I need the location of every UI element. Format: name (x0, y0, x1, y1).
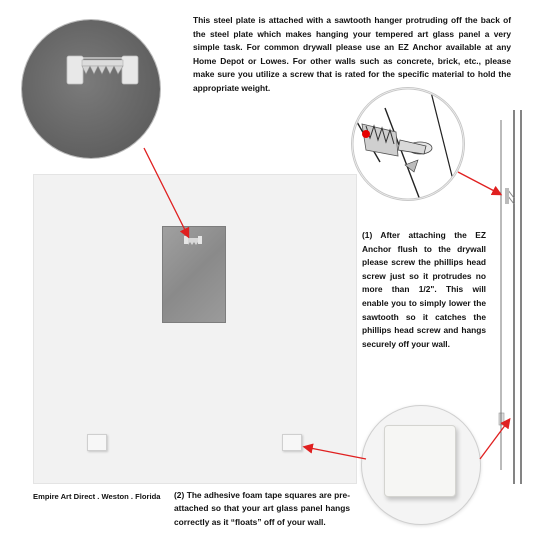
plate-hanger (184, 236, 202, 245)
anchor-screw-icon (342, 88, 458, 200)
step-1-instructions: (1) After attaching the EZ Anchor flush to the drywall please screw the phillips head screw just so it protrudes no more than 1/2". This will enable you to simply lower the sawtooth so it catches the phillips head screw and hangs securely off your wall. (362, 230, 486, 349)
wall-cross-section (499, 110, 521, 484)
hanger-description: This steel plate is attached with a sawtooth hanger protruding off the back of the steel plate which makes hanging your tempered art glass panel a very simple task. For common drywall please use an EZ Anchor available at any Home Depot or Lowes. For other walls such as concrete, brick, etc., please make sure you utilize a screw that is rated for the specific material to hold the appropriate weight. (193, 15, 511, 93)
step-2-instructions: (2) The adhesive foam tape squares are pre-attached so that your art glass panel hangs correctly as it “floats” off of your wall. (174, 490, 350, 527)
pointer-arrows (144, 148, 509, 459)
company-line: Empire Art Direct . Weston . Florida (33, 492, 161, 501)
sawtooth-hanger-icon (67, 56, 138, 84)
